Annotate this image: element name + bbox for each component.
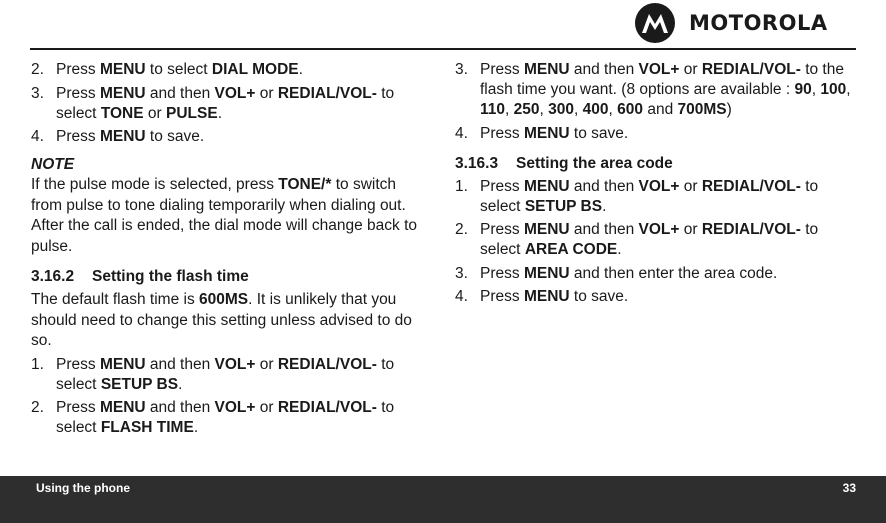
bold-term: MENU [99, 399, 146, 416]
text-run: , [539, 101, 549, 118]
step-text [480, 265, 777, 282]
text-run: , [811, 81, 821, 98]
text-run: and then enter the area code. [569, 264, 778, 282]
step-text [56, 61, 303, 78]
text-run: and then [145, 84, 215, 102]
bold-term: 110 [480, 101, 506, 118]
step-number: 3. [455, 264, 468, 282]
text-run: Press [480, 177, 524, 195]
dial-mode-steps [31, 60, 426, 147]
bold-term: REDIAL/VOL- [277, 355, 377, 373]
text-run: Press [480, 221, 524, 238]
flash-time-section-title: Setting the flash time [92, 268, 249, 285]
right-column [455, 60, 855, 311]
bold-term: VOL+ [214, 355, 256, 373]
bold-term: MENU [523, 221, 570, 238]
bold-term: PULSE [166, 104, 218, 122]
step-number: 4. [455, 288, 468, 305]
text-run: Press [480, 61, 524, 78]
text-run: Press [56, 399, 100, 416]
text-run: to save. [569, 124, 629, 142]
step-text [56, 85, 394, 122]
text-run: Press [480, 288, 524, 305]
text-run: to select [56, 84, 395, 122]
bold-term: REDIAL/VOL- [701, 221, 801, 238]
bold-term: 250 [513, 101, 540, 118]
bold-term: REDIAL/VOL- [277, 84, 377, 102]
text-run: and then [569, 61, 639, 78]
text-run: Press [56, 61, 100, 78]
step-number: 1. [31, 355, 44, 373]
bold-term: 700MS [677, 101, 727, 118]
step-text [480, 178, 818, 215]
step-text [56, 399, 394, 436]
text-run: to save. [145, 128, 205, 145]
bold-term: REDIAL/VOL- [701, 177, 801, 195]
text-run: , [574, 101, 583, 118]
step-text [56, 356, 394, 393]
flash-time-steps [31, 355, 426, 439]
text-run: Press [56, 355, 100, 373]
numbered-step [455, 124, 855, 144]
text-run: or [143, 104, 166, 122]
footer-section-title: Using the phone [36, 481, 130, 495]
bold-term: REDIAL/VOL- [277, 399, 377, 416]
bold-term: MENU [99, 128, 146, 145]
page-number: 33 [842, 481, 856, 495]
text-run: and then [145, 355, 215, 373]
bold-term: SETUP BS [100, 375, 179, 393]
flash-time-intro [31, 290, 426, 352]
numbered-step [31, 60, 426, 80]
text-run: or [255, 399, 278, 416]
text-run: . [298, 61, 303, 78]
text-run: The default flash time is [31, 291, 199, 308]
step-number: 2. [455, 221, 468, 238]
left-column [31, 60, 426, 442]
text-run: or [679, 61, 702, 78]
step-text [56, 128, 204, 145]
flash-time-steps-continued [455, 60, 855, 144]
area-code-steps [455, 177, 855, 308]
bold-term: 400 [582, 101, 609, 118]
text-run: to select [56, 355, 395, 393]
flash-time-section-number: 3.16.2 [31, 268, 75, 285]
text-run: , [846, 81, 851, 98]
text-run: and then [569, 177, 639, 195]
step-number: 3. [31, 84, 44, 102]
text-run: to save. [569, 288, 629, 305]
numbered-step [455, 177, 855, 217]
bold-term: VOL+ [214, 84, 256, 102]
bold-term: MENU [523, 264, 570, 282]
step-number: 2. [31, 399, 44, 416]
text-run: to select [145, 61, 212, 78]
bold-term: 90 [794, 81, 812, 98]
note-title: NOTE [31, 156, 75, 173]
text-run: or [255, 84, 278, 102]
text-run: and then [145, 399, 215, 416]
step-number: 2. [31, 61, 44, 78]
area-code-section-number: 3.16.3 [455, 154, 499, 172]
bold-term: VOL+ [638, 221, 680, 238]
bold-term: TONE/* [278, 176, 332, 193]
numbered-step [455, 220, 855, 260]
bold-term: MENU [99, 84, 146, 102]
bold-term: AREA CODE [524, 241, 618, 258]
bold-term: MENU [523, 177, 570, 195]
bold-term: REDIAL/VOL- [701, 61, 801, 78]
text-run: to select [480, 221, 819, 258]
step-number: 4. [31, 128, 44, 145]
bold-term: MENU [523, 124, 570, 142]
numbered-step [31, 84, 426, 124]
text-run: Press [56, 84, 100, 102]
numbered-step [31, 127, 426, 147]
flash-time-heading [31, 267, 426, 287]
step-text [480, 288, 628, 305]
numbered-step [455, 287, 855, 307]
bold-term: TONE [100, 104, 144, 122]
bold-term: VOL+ [638, 61, 680, 78]
step-text [480, 125, 628, 142]
text-run: ) [726, 101, 732, 118]
bold-term: MENU [99, 61, 146, 78]
bold-term: MENU [523, 288, 570, 305]
text-run: Press [480, 124, 524, 142]
text-run: Press [480, 264, 524, 282]
note-body [31, 175, 426, 257]
bold-term: DIAL MODE [211, 61, 299, 78]
motorola-logo [635, 2, 828, 44]
header-rule [30, 48, 856, 50]
numbered-step [455, 60, 855, 120]
text-run: , [505, 101, 514, 118]
step-text [480, 221, 818, 258]
brand-name: MOTOROLA [689, 11, 828, 35]
motorola-batwing-icon [635, 3, 675, 43]
text-run: . [178, 375, 183, 393]
text-run: , [608, 101, 618, 118]
bold-term: VOL+ [214, 399, 256, 416]
bold-term: FLASH TIME [100, 419, 194, 436]
area-code-section-title: Setting the area code [516, 154, 673, 172]
text-run: or [255, 355, 278, 373]
step-number: 3. [455, 61, 468, 78]
bold-term: 600 [617, 101, 644, 118]
text-run: and then [569, 221, 639, 238]
step-text [480, 61, 851, 118]
text-run: to select [480, 177, 819, 215]
text-run: or [679, 221, 702, 238]
text-run: . [193, 419, 199, 436]
text-run: to select [56, 399, 395, 436]
numbered-step [31, 355, 426, 395]
bold-term: SETUP BS [524, 197, 603, 215]
bold-term: 100 [820, 81, 847, 98]
text-run: or [679, 177, 702, 195]
text-run: to switch from pulse to tone dialing temporarily when dialing out. After the call is ended, the dial mode will change back to pulse. [31, 176, 418, 255]
text-run: . It is unlikely that you should need to change this setting unless advised to do so. [31, 291, 412, 349]
bold-term: VOL+ [638, 177, 680, 195]
text-run: . [602, 197, 607, 215]
text-run: and [643, 101, 678, 118]
bold-term: 600MS [199, 291, 249, 308]
page-footer [0, 476, 886, 523]
text-run: Press [56, 128, 100, 145]
text-run: to the flash time you want. (8 options are available : [480, 61, 844, 98]
text-run: . [617, 241, 622, 258]
step-number: 1. [455, 177, 468, 195]
bold-term: MENU [523, 61, 570, 78]
numbered-step [31, 398, 426, 438]
bold-term: MENU [99, 355, 146, 373]
step-number: 4. [455, 124, 468, 142]
text-run: If the pulse mode is selected, press [31, 176, 279, 193]
area-code-heading [455, 154, 855, 174]
numbered-step [455, 264, 855, 284]
bold-term: 300 [548, 101, 575, 118]
text-run: . [217, 104, 222, 122]
